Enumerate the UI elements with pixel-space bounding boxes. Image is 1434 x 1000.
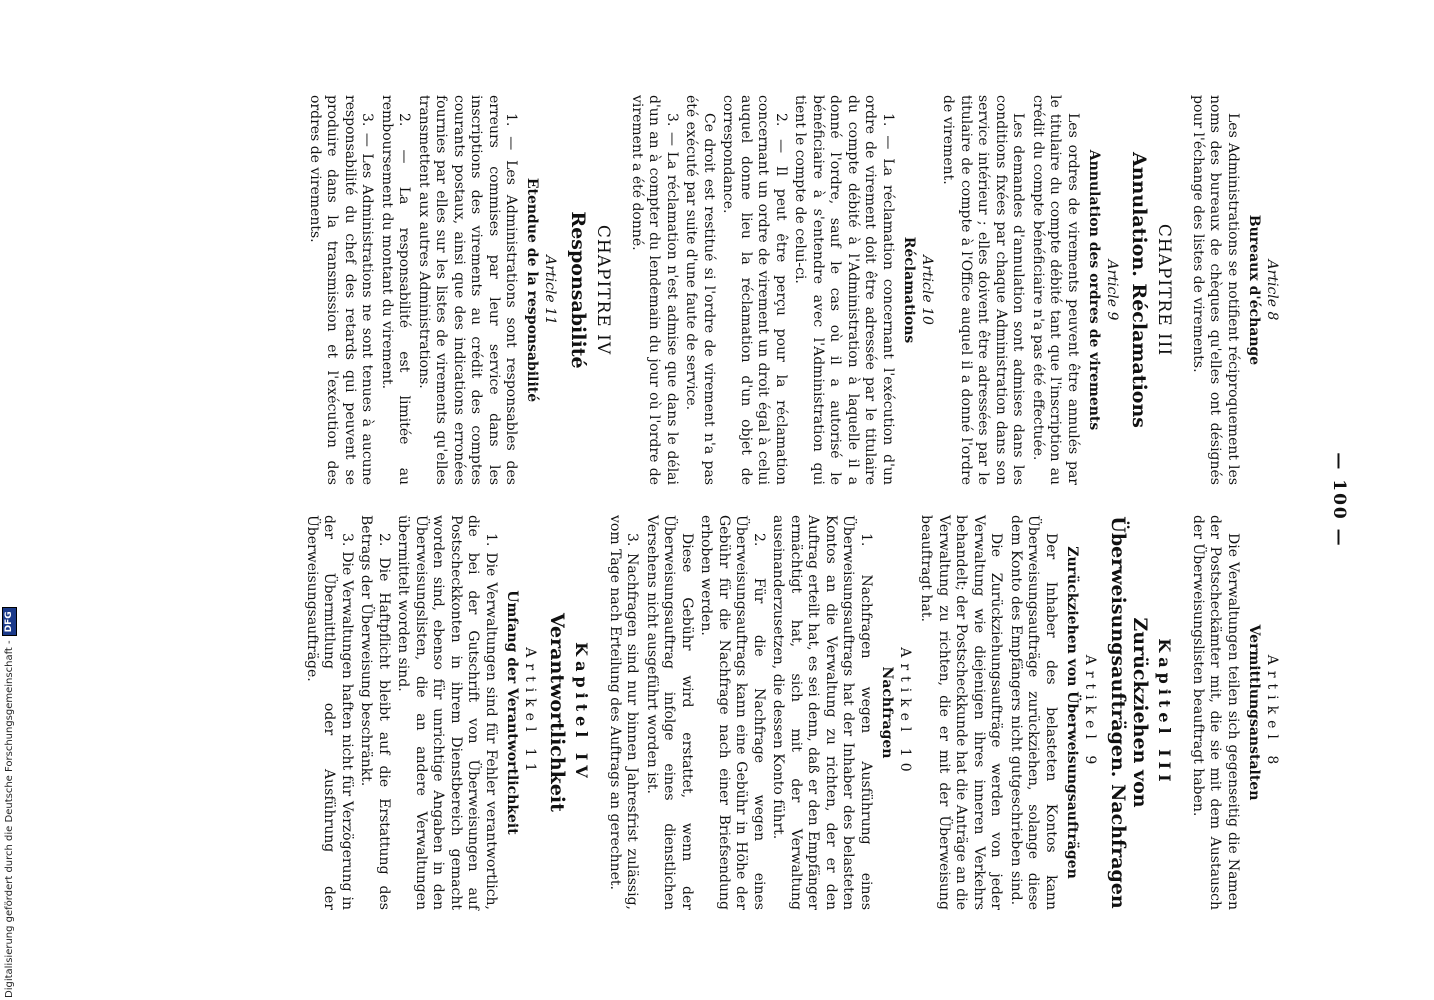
artikel-11-paragraph: 1. Die Verwaltungen sind für Fehler verantwortlich, die bei der Gutschrift von Überweisungen auf Postscheckkonten in ihrem Dienstbereich gemacht worden sind, ebenso für unrichtige Angaben in den Überweisungslisten, die an andere Verwaltungen übermittelt worden sind. — [395, 515, 499, 910]
article-11-paragraph: 3. — Les Administrations ne sont tenues à aucune responsabilité du chef des retards qui peuvent se produire dans la transmission et l'exécution des ordres de virements. — [306, 95, 376, 485]
article-9-subtitle: Annulation des ordres de virements — [1085, 149, 1102, 431]
artikel-10-paragraph: Diese Gebühr wird erstattet, wenn der Überweisungsauftrag infolge eines dienstlichen Versehens nicht ausgeführt worden ist. — [643, 515, 695, 910]
page-number: — 100 — — [1329, 452, 1349, 548]
digitization-credit — [2, 10, 16, 998]
artikel-9-paragraph: Die Zurückziehungsaufträge werden von jeder Verwaltung wie diejenigen ihres inneren Verkehrs behandelt; der Postscheckkunde hat die Anträge an die Verwaltung zu richten, die er mit der Überweisung beauftragt hat. — [918, 515, 1005, 910]
chapter-3-label: CHAPITRE III — [1154, 223, 1175, 357]
article-10-paragraph: 2. — Il peut être perçu pour la réclamation concernant un ordre de virement un droit égal à celui auquel donne lieu la réclamation d'un objet de correspondance. — [720, 95, 789, 485]
artikel-8-title: Artikel 8 — [1264, 654, 1280, 771]
article-10-title: Article 10 — [918, 255, 935, 325]
article-10-paragraph: 3. — La réclamation n'est admise que dans le délai d'un an à compter du lendemain du jour où l'ordre de virement a été donné. — [628, 95, 680, 485]
article-8-title: Article 8 — [1264, 259, 1280, 321]
artikel-11-paragraph: 2. Die Haftpflicht bleibt auf die Erstattung des Betrags der Überweisung beschränkt. — [358, 515, 392, 910]
kapitel-3-title: Zurückziehen von Überweisungsaufträgen. Nachfragen — [1106, 516, 1152, 909]
article-11-subtitle: Etendue de la responsabilité — [524, 177, 541, 403]
article-10-paragraph: 1. — La réclamation concernant l'exécution d'un ordre de virement doit être adressée par le titulaire du compte débité à l'Administration à laquelle il a donné l'ordre, sauf le cas où il a autorisé le bénéficiaire à s'entendre avec l'Administration qui tient le compte de celui-ci. — [792, 95, 896, 485]
artikel-11-subtitle: Umfang der Verantwortlichkeit — [503, 590, 520, 835]
article-9-paragraph: Les demandes d'annulation sont admises dans les conditions fixées par chaque Administration dans son service intérieur ; elles doivent être adressées par le titulaire de compte à l'Office auquel il a donné l'ordre de virement. — [940, 95, 1027, 485]
artikel-10-title: Artikel 10 — [896, 647, 913, 778]
article-9-title: Article 9 — [1103, 259, 1120, 321]
artikel-10-paragraph: 3. Nachfragen sind nur binnen Jahresfrist zulässig, vom Tage nach Erteilung des Auftrags an gerechnet. — [606, 515, 641, 910]
artikel-10-paragraph: 1. Nachfragen wegen Ausführung eines Überweisungsauftrags hat der Inhaber des belasteten Kontos an die Verwaltung zu richten, der er den Auftrag erteilt hat, es sei denn, daß er den Empfänger ermächtigt hat, sich mit der Verwaltung auseinanderzusetzen, die dessen Konto führt. — [770, 515, 874, 910]
article-10-subtitle: Réclamations — [900, 236, 917, 344]
artikel-11-title: Artikel 11 — [521, 647, 538, 778]
kapitel-4-label: Kapitel IV — [572, 642, 592, 783]
chapter-4-label: CHAPITRE IV — [593, 224, 614, 356]
artikel-10-paragraph: 2. Für die Nachfrage wegen eines Überweisungsauftrags kann eine Gebühr in Höhe der Gebühr für die Nachfrage nach einer Briefsendung erhoben werden. — [698, 515, 767, 910]
article-11-paragraph: 2. — La responsabilité est limitée au remboursement du montant du virement. — [378, 95, 413, 485]
chapter-4-title: Responsabilité — [567, 211, 590, 369]
artikel-9-title: Artikel 9 — [1081, 654, 1098, 771]
article-9-paragraph: Les ordres de virements peuvent être annulés par le titulaire du compte débité tant que l'inscription au crédit du compte bénéficiaire n'a pas été effectuée. — [1029, 95, 1081, 485]
article-11-title: Article 11 — [542, 255, 559, 325]
article-11-paragraph: 1. — Les Administrations sont responsables des erreurs commises par leur service dans les inscriptions des virements au crédit des comptes courants postaux, ainsi que des indications erronées fournies par elles sur les listes de virements qu'elles transmettent aux autres Administrations. — [415, 95, 520, 485]
artikel-8-subtitle: Vermittlungsanstalten — [1246, 624, 1262, 801]
french-column — [303, 95, 1284, 485]
kapitel-4-title: Verantwortlichkeit — [546, 613, 569, 812]
article-8-paragraph: Les Administrations se notifient réciproquement les noms des bureaux de chèques qu'elles ont désignés pour l'échange des listes de virements. — [1190, 95, 1241, 485]
article-10-paragraph: Ce droit est restitué si l'ordre de virement n'a pas été exécuté par suite d'une faute de service. — [683, 95, 717, 485]
kapitel-3-label: Kapitel III — [1155, 638, 1175, 787]
artikel-10-subtitle: Nachfragen — [878, 666, 895, 759]
article-8-subtitle: Bureaux d'échange — [1246, 214, 1262, 366]
german-column — [300, 515, 1284, 910]
artikel-8-paragraph: Die Verwaltungen teilen sich gegenseitig die Namen der Postscheckämter mit, die sie mit dem Austausch der Überweisungslisten beauftragt haben. — [1190, 515, 1241, 910]
chapter-3-title: Annulation. Réclamations — [1128, 152, 1151, 428]
digitization-note: Digitalisierung gefördert durch die Deutsche Forschungsgemeinschaft - — [3, 640, 15, 998]
artikel-11-paragraph: 3. Die Verwaltungen haften nicht für Verzögerung in der Übermittlung oder Ausführung der Überweisungsaufträge. — [303, 515, 355, 910]
dfg-logo: DFG — [2, 607, 17, 636]
artikel-9-paragraph: Der Inhaber des belasteten Kontos kann Überweisungsaufträge zurückziehen, solange diese dem Konto des Empfängers nicht gutgeschrieben sind. — [1007, 515, 1059, 910]
artikel-9-subtitle: Zurückziehen von Überweisungsaufträgen — [1063, 546, 1080, 879]
